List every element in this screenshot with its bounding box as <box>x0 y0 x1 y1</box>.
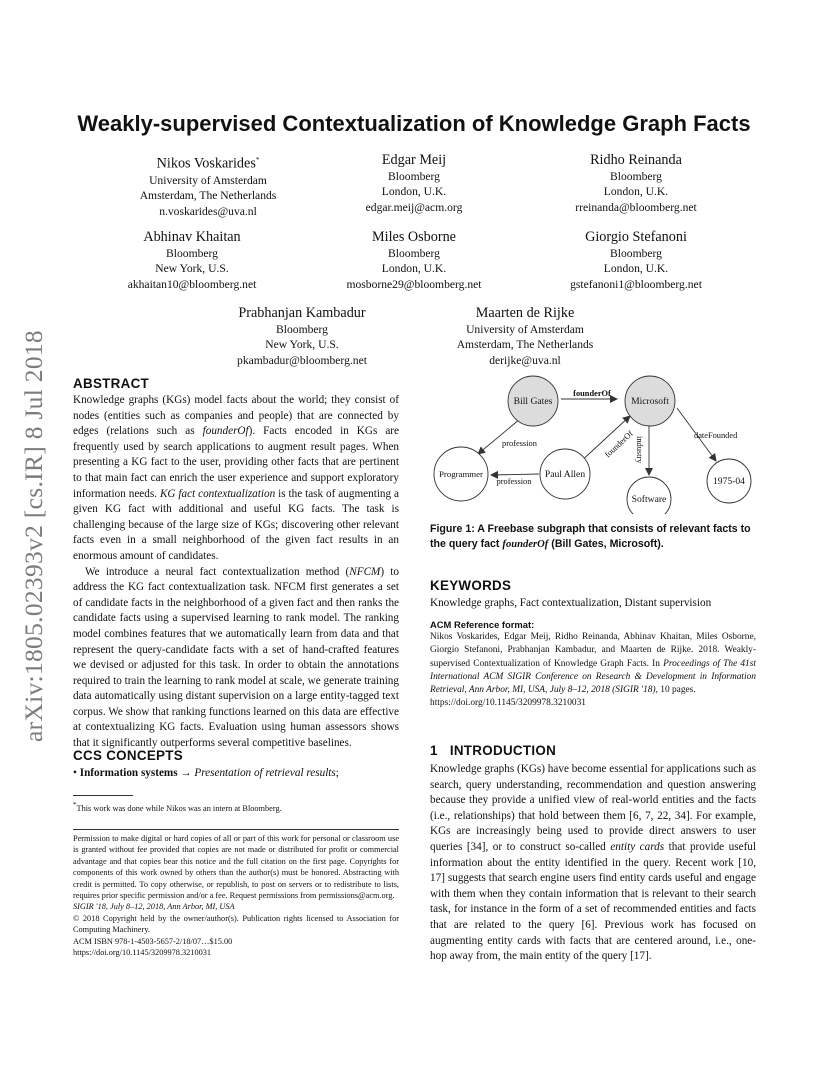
abstract-body <box>73 393 399 752</box>
author-location: London, U.K. <box>381 262 447 276</box>
node-label: Microsoft <box>631 396 669 407</box>
edge-label: dateFounded <box>694 431 738 440</box>
author-affiliation: University of Amsterdam <box>149 173 267 187</box>
text-run: , 10 pages. <box>655 685 696 696</box>
text-run: We introduce a neural fact contextualization method ( <box>85 565 350 578</box>
author-block <box>304 228 524 292</box>
edge-label: profession <box>502 439 537 448</box>
author-affiliation: Bloomberg <box>610 170 662 183</box>
author-location: London, U.K. <box>603 185 669 199</box>
doi-link[interactable]: https://doi.org/10.1145/3209978.3210031 <box>73 948 212 958</box>
bullet: • <box>73 767 77 779</box>
author-location: New York, U.S. <box>265 338 339 352</box>
keywords-heading: KEYWORDS <box>430 578 512 593</box>
author-affiliation: Bloomberg <box>388 247 440 260</box>
arxiv-stamp: arXiv:1805.02393v2 [cs.IR] 8 Jul 2018 <box>19 330 48 742</box>
text-run: Knowledge graphs (KGs) model facts about the world; they consist of nodes (entities such as companies and people) that are connected by edges (relations such as <box>73 394 399 438</box>
text-run: that provide useful information about the entity identified in the query. Recent work [10, 17] suggests that search engine users find entity cards useful and engage with them when they contain information that is relevant to their search task, for instance in the form of a set of recommended entities and facts that are related to the query [6]. Previous work has focused on augmenting entity cards with facts that are centered around, i.e., one-hop away from, the main entity of the query [17]. <box>430 840 757 963</box>
author-footnote-mark: * <box>255 156 260 164</box>
author-affiliation: Bloomberg <box>166 247 218 260</box>
author-affiliation: Bloomberg <box>388 170 440 183</box>
author-name: Giorgio Stefanoni <box>585 229 687 245</box>
text-run: Knowledge graphs (KGs) have become essential for applications such as search, query understanding, recommendation and question answering because they provide a unified view of real-world entities and the facts (i.e., relationships) that hold between them [6, 7, 22, 34]. For example, KGs are increasingly being used to provide direct answers to user queries [34], or to construct so-called <box>430 763 756 853</box>
isbn: ACM ISBN 978-1-4503-5657-2/18/07…$15.00 <box>73 936 233 946</box>
edge-label: founderOf <box>573 389 611 398</box>
text-run: Nikos Voskarides, Edgar Meij, Ridho Reinanda, Abhinav Khaitan, Miles Osborne, Giorgio Stefanoni, Prabhanjan Kambadur, and Maarten de Rijke. 2018. Weakly-supervised Contextualization of Knowledge Graph Facts. In <box>430 632 756 669</box>
doi-link[interactable]: https://doi.org/10.1145/3209978.3210031 <box>430 698 586 709</box>
author-name: Ridho Reinanda <box>590 152 682 168</box>
author-name: Maarten de Rijke <box>475 305 575 321</box>
edge-label: industry <box>635 436 644 464</box>
footnote-rule <box>73 795 133 796</box>
emphasis: KG fact contextualization <box>159 487 276 500</box>
knowledge-graph-figure <box>428 374 758 514</box>
author-affiliation: Bloomberg <box>610 247 662 260</box>
abstract-paragraph <box>73 393 399 565</box>
text-run: ; <box>335 767 339 779</box>
ccs-category: Information systems <box>79 767 178 779</box>
emphasis: Proceedings of The 41st International ACM SIGIR Conference on Research & Development in Information Retrieval, Ann Arbor, MI, USA, July 8–12, 2018 (SIGIR '18) <box>430 658 756 696</box>
author-block <box>415 304 635 368</box>
author-name: Abhinav Khaitan <box>143 229 241 245</box>
copyright: © 2018 Copyright held by the owner/author(s). Publication rights licensed to Association for Computing Machinery. <box>73 913 399 935</box>
emphasis: founderOf <box>202 425 249 438</box>
author-block <box>192 304 412 368</box>
author-block <box>526 228 746 292</box>
ccs-heading: CCS CONCEPTS <box>73 748 183 763</box>
footnote-text: This work was done while Nikos was an intern at Bloomberg. <box>76 803 282 813</box>
text-run: A Freebase subgraph that consists of relevant facts to the query fact <box>430 523 751 550</box>
author-name: Nikos Voskarides <box>156 155 256 172</box>
author-name: Edgar Meij <box>381 152 447 168</box>
emphasis: NFCM <box>349 565 381 578</box>
abstract-heading: ABSTRACT <box>73 376 150 391</box>
author-email: pkambadur@bloomberg.net <box>237 353 367 367</box>
acm-reference <box>430 618 756 710</box>
footnote-mark: * <box>73 801 77 809</box>
section-title: INTRODUCTION <box>449 743 557 758</box>
author-block <box>526 151 746 215</box>
caption-label: Figure 1: <box>430 523 478 535</box>
paper-title: Weakly-supervised Contextualization of Knowledge Graph Facts <box>77 111 751 136</box>
author-email: gstefanoni1@bloomberg.net <box>570 277 702 291</box>
acm-reference-heading: ACM Reference format: <box>430 619 535 630</box>
section-number: 1 <box>430 743 438 758</box>
author-block <box>304 151 524 215</box>
node-label: 1975-04 <box>713 476 745 487</box>
venue: SIGIR '18, July 8–12, 2018, Ann Arbor, MI, USA <box>73 902 235 912</box>
author-email: mosborne29@bloomberg.net <box>346 277 482 291</box>
introduction-body <box>430 762 756 965</box>
text-run: ) to address the KG fact contextualization task. NFCM first generates a set of candidate facts in the neighborhood of a given fact and then ranks the candidate facts using a supervised learning to rank model. The ranking model combines features that we automatically learn from data and that represent the query-candidate facts with a set of hand-crafted features we devised or adjusted for this task. In order to obtain the annotations required to train the learning to rank model at scale, we generate training data automatically using distant supervision on a large entity-tagged text corpus. We show that ranking functions learned on this data are effective at contextualizing KG facts. Evaluation using human assessors shows that it significantly outperforms several competitive baselines. <box>73 565 399 750</box>
text-run: is the task of augmenting a given KG fact with additional and useful KG facts. The task is challenging because of the large size of KGs; discovering other relevant facts even in a small neighborhood of the given fact results in an enormous amount of candidates. <box>73 487 400 562</box>
edge-line <box>478 419 520 454</box>
text-run: (Bill Gates, Microsoft). <box>548 538 664 550</box>
abstract-paragraph <box>73 565 399 752</box>
acm-reference-text <box>430 631 756 697</box>
footnote <box>73 800 399 814</box>
author-location: New York, U.S. <box>155 262 229 276</box>
author-location: London, U.K. <box>603 262 669 276</box>
author-block <box>82 228 302 292</box>
author-block <box>98 151 318 219</box>
node-label: Software <box>631 494 667 505</box>
author-location: Amsterdam, The Netherlands <box>139 189 277 203</box>
author-email: akhaitan10@bloomberg.net <box>127 277 257 291</box>
node-label: Paul Allen <box>544 469 586 480</box>
author-name: Miles Osborne <box>372 229 456 245</box>
author-affiliation: University of Amsterdam <box>466 323 584 336</box>
node-label: Programmer <box>439 469 483 479</box>
author-location: Amsterdam, The Netherlands <box>456 338 594 352</box>
author-email: rreinanda@bloomberg.net <box>575 200 697 214</box>
edge-label: profession <box>496 477 532 486</box>
introduction-heading <box>430 743 556 758</box>
author-email: derijke@uva.nl <box>489 353 561 367</box>
emphasis: founderOf <box>502 539 549 550</box>
emphasis: entity cards <box>610 840 665 853</box>
permission-block <box>73 833 399 958</box>
permission-text: Permission to make digital or hard copies of all or part of this work for personal or classroom use is granted without fee provided that copies are not made or distributed for profit or commercial advantage and that copies bear this notice and the full citation on the first page. Copyrights for components of this work owned by others than the author(s) must be honored. Abstracting with credit is permitted. To copy otherwise, or republish, to post on servers or to redistribute to lists, requires prior specific permission and/or a fee. Request permissions from permissions@acm.org. <box>73 834 399 901</box>
keywords-text: Knowledge graphs, Fact contextualization, Distant supervision <box>430 597 712 609</box>
edge-label: founderOf <box>603 429 635 460</box>
text-run: ). Facts encoded in KGs are frequently used by search applications to augment result pages. When presenting a KG fact to the user, providing other facts that are pertinent to that main fact can enrich the user experience and support exploratory information needs. <box>73 425 400 500</box>
ccs-concept: Presentation of retrieval results <box>194 767 336 779</box>
author-affiliation: Bloomberg <box>276 323 328 336</box>
author-location: London, U.K. <box>381 185 447 199</box>
node-label: Bill Gates <box>513 396 553 407</box>
edge-line <box>491 474 539 475</box>
author-email: edgar.meij@acm.org <box>365 200 463 214</box>
figure-caption <box>430 522 756 552</box>
arrow-icon: → <box>180 767 192 779</box>
author-name: Prabhanjan Kambadur <box>238 305 366 321</box>
introduction-paragraph <box>430 762 756 965</box>
author-email: n.voskarides@uva.nl <box>159 204 257 218</box>
permission-rule <box>73 829 399 830</box>
ccs-concepts <box>73 766 399 782</box>
